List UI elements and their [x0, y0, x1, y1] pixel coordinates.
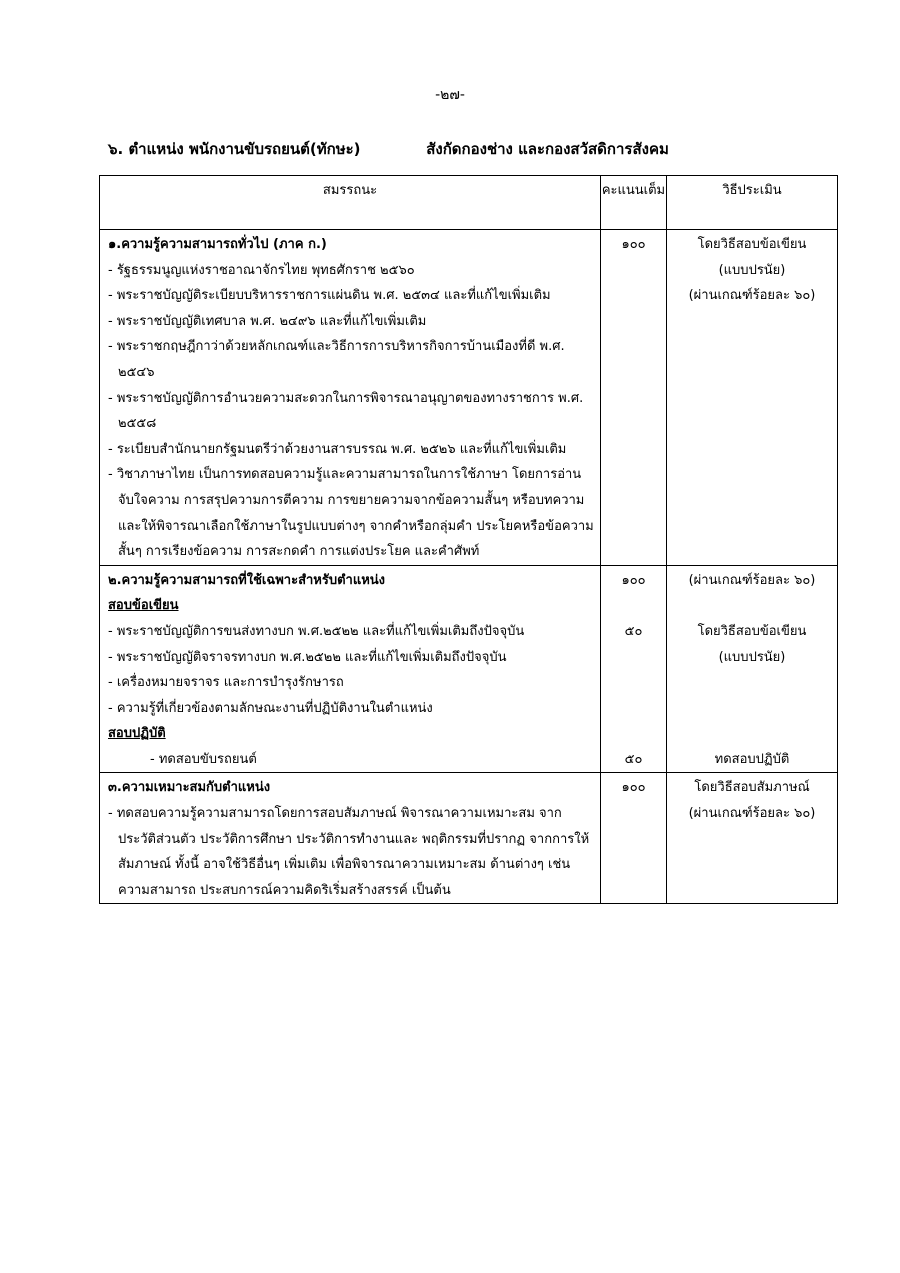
list-item: - ความรู้ที่เกี่ยวข้องตามลักษณะงานที่ปฏิบัติงานในตำแหน่ง	[108, 700, 433, 716]
position-heading	[108, 137, 808, 161]
list-item: - เครื่องหมายจราจร และการบำรุงรักษารถ	[108, 675, 344, 691]
list-item: - พระราชบัญญัติการอำนวยความสะดวกในการพิจารณาอนุญาตของทางราชการ พ.ศ. ๒๕๕๘	[108, 390, 584, 432]
method-line: (ผ่านเกณฑ์ร้อยละ ๖๐)	[688, 806, 816, 822]
section2-score: ๑๐๐	[621, 572, 646, 588]
section3-method	[667, 773, 838, 904]
section3-content	[100, 773, 601, 904]
list-item: - ทดสอบขับรถยนต์	[150, 751, 257, 767]
section3-title: ๓.ความเหมาะสมกับตำแหน่ง	[108, 780, 271, 796]
section1-method	[667, 230, 838, 566]
position-title: ๖. ตำแหน่ง พนักงานขับรถยนต์(ทักษะ)	[108, 140, 361, 158]
header-method: วิธีประเมิน	[667, 176, 838, 230]
section2-content	[100, 565, 601, 773]
table-row	[100, 230, 838, 566]
list-item: - พระราชบัญญัติระเบียบบริหารราชการแผ่นดิน พ.ศ. ๒๕๓๔ และที่แก้ไขเพิ่มเติม	[108, 288, 551, 304]
list-item: - ระเบียบสำนักนายกรัฐมนตรีว่าด้วยงานสารบรรณ พ.ศ. ๒๕๒๖ และที่แก้ไขเพิ่มเติม	[108, 441, 567, 457]
method-line: (ผ่านเกณฑ์ร้อยละ ๖๐)	[688, 288, 816, 304]
practical-method: ทดสอบปฏิบัติ	[714, 751, 790, 767]
section1-content	[100, 230, 601, 566]
written-method-line: (แบบปรนัย)	[718, 649, 786, 665]
list-item: - ทดสอบความรู้ความสามารถโดยการสอบสัมภาษณ์ พิจารณาความเหมาะสม จากประวัติส่วนตัว ประวัติการศึกษา ประวัติการทำงานและ พฤติกรรมที่ปรากฏ จากการให้สัมภาษณ์ ทั้งนี้ อาจใช้วิธีอื่นๆ เพิ่มเติม เพื่อพิจารณาความเหมาะสม ด้านต่างๆ เช่น ความสามารถ ประสบการณ์ความคิดริเริ่มสร้างสรรค์ เป็นต้น	[108, 806, 590, 898]
department-title: สังกัดกองช่าง และกองสวัสดิการสังคม	[426, 140, 669, 158]
section2-title: ๒.ความรู้ความสามารถที่ใช้เฉพาะสำหรับตำแหน่ง	[108, 572, 386, 588]
section2-methods	[667, 565, 838, 773]
table-header-row	[100, 176, 838, 230]
header-score: คะแนนเต็ม	[601, 176, 667, 230]
practical-exam-title: สอบปฏิบัติ	[108, 726, 166, 742]
page-number: -๒๗-	[435, 87, 465, 103]
list-item: - วิชาภาษาไทย เป็นการทดสอบความรู้และความสามารถในการใช้ภาษา โดยการอ่านจับใจความ การสรุปความการตีความ การขยายความจากข้อความสั้นๆ หรือบทความ และให้พิจารณาเลือกใช้ภาษาในรูปแบบต่างๆ จากคำหรือกลุ่มคำ ประโยคหรือข้อความสั้นๆ การเรียงข้อความ การสะกดคำ การแต่งประโยค และคำศัพท์	[108, 467, 594, 560]
list-item: - พระราชบัญญัติการขนส่งทางบก พ.ศ.๒๕๒๒ และที่แก้ไขเพิ่มเติมถึงปัจจุบัน	[108, 623, 525, 639]
practical-score: ๕๐	[624, 751, 643, 767]
list-item: - พระราชบัญญัติจราจรทางบก พ.ศ.๒๕๒๒ และที่แก้ไขเพิ่มเติมถึงปัจจุบัน	[108, 649, 507, 665]
header-competency: สมรรถนะ	[100, 176, 601, 230]
written-exam-title: สอบข้อเขียน	[108, 598, 179, 614]
method-line: โดยวิธีสอบสัมภาษณ์	[694, 780, 810, 796]
table-row	[100, 565, 838, 773]
list-item: - พระราชบัญญัติเทศบาล พ.ศ. ๒๔๙๖ และที่แก้ไขเพิ่มเติม	[108, 313, 427, 329]
method-line: (แบบปรนัย)	[718, 262, 786, 278]
section1-title: ๑.ความรู้ความสามารถทั่วไป (ภาค ก.)	[108, 237, 327, 252]
method-line: โดยวิธีสอบข้อเขียน	[697, 237, 807, 252]
section1-score: ๑๐๐	[601, 230, 667, 566]
table-row	[100, 773, 838, 904]
written-method-line: โดยวิธีสอบข้อเขียน	[697, 623, 807, 639]
list-item: - รัฐธรรมนูญแห่งราชอาณาจักรไทย พุทธศักราช ๒๕๖๐	[108, 262, 415, 278]
competency-table	[99, 175, 838, 904]
list-item: - พระราชกฤษฎีกาว่าด้วยหลักเกณฑ์และวิธีการการบริหารกิจการบ้านเมืองที่ดี พ.ศ. ๒๕๔๖	[108, 339, 565, 380]
section2-method: (ผ่านเกณฑ์ร้อยละ ๖๐)	[688, 572, 816, 588]
section3-score: ๑๐๐	[601, 773, 667, 904]
written-score: ๕๐	[624, 623, 643, 639]
section2-scores	[601, 565, 667, 773]
